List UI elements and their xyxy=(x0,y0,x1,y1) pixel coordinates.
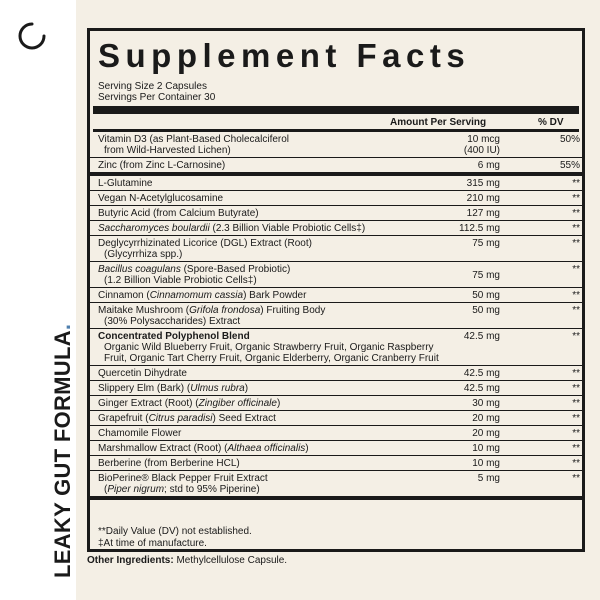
table-row: Quercetin Dihydrate 42.5 mg ** xyxy=(90,366,582,381)
table-row: Deglycyrrhizinated Licorice (DGL) Extract (Root) (Glycyrrhiza spp.) 75 mg ** xyxy=(90,236,582,262)
table-row: L-Glutamine 315 mg ** xyxy=(90,176,582,191)
dv-header: % DV xyxy=(538,117,564,128)
manufacture-footnote: ‡At time of manufacture. xyxy=(98,538,207,549)
other-ingredients-value: Methylcellulose Capsule. xyxy=(173,555,288,566)
table-row: Vegan N-Acetylglucosamine 210 mg ** xyxy=(90,191,582,206)
table-row: Vitamin D3 (as Plant-Based Cholecalciferol from Wild-Harvested Lichen) 10 mcg (400 IU) 50% xyxy=(90,132,582,158)
nutrient-rows xyxy=(90,132,582,500)
table-row: BioPerine® Black Pepper Fruit Extract (Piper nigrum; std to 95% Piperine) 5 mg ** xyxy=(90,471,582,500)
product-name-vertical: LEAKY GUT FORMULA. xyxy=(50,323,75,578)
table-row: Concentrated Polyphenol Blend Organic Wild Blueberry Fruit, Organic Strawberry Fruit, Organic Raspberry Fruit, Organic Tart Cherry Fruit, Organic Elderberry, Organic Cranberry Fruit 42.5 mg ** xyxy=(90,329,582,366)
table-row: Saccharomyces boulardii (2.3 Billion Viable Probiotic Cells‡) 112.5 mg ** xyxy=(90,221,582,236)
accent-dot: . xyxy=(50,323,75,331)
table-row: Cinnamon (Cinnamomum cassia) Bark Powder 50 mg ** xyxy=(90,288,582,303)
footnotes xyxy=(98,526,252,550)
thick-divider xyxy=(93,106,579,114)
dv-footnote: **Daily Value (DV) not established. xyxy=(98,526,252,537)
other-ingredients xyxy=(87,555,287,566)
table-row: Butyric Acid (from Calcium Butyrate) 127 mg ** xyxy=(90,206,582,221)
servings-per-container: Servings Per Container 30 xyxy=(98,92,216,103)
table-row: Maitake Mushroom (Grifola frondosa) Fruiting Body (30% Polysaccharides) Extract 50 mg ** xyxy=(90,303,582,329)
serving-info xyxy=(98,81,215,103)
table-row: Grapefruit (Citrus paradisi) Seed Extract 20 mg ** xyxy=(90,411,582,426)
table-row: Bacillus coagulans (Spore-Based Probiotic) (1.2 Billion Viable Probiotic Cells‡) 75 mg ** xyxy=(90,262,582,288)
panel-title: Supplement Facts xyxy=(98,37,471,74)
sidebar xyxy=(0,0,76,600)
table-row: Marshmallow Extract (Root) (Althaea officinalis) 10 mg ** xyxy=(90,441,582,456)
brand-logo-icon xyxy=(17,21,47,51)
table-row: Zinc (from Zinc L-Carnosine) 6 mg 55% xyxy=(90,158,582,176)
table-row: Chamomile Flower 20 mg ** xyxy=(90,426,582,441)
other-ingredients-label: Other Ingredients: xyxy=(87,555,174,566)
label-area xyxy=(76,0,600,600)
supplement-facts-panel xyxy=(87,28,585,552)
serving-size: Serving Size 2 Capsules xyxy=(98,81,207,92)
table-row: Slippery Elm (Bark) (Ulmus rubra) 42.5 mg ** xyxy=(90,381,582,396)
amount-header: Amount Per Serving xyxy=(390,117,487,128)
table-row: Berberine (from Berberine HCL) 10 mg ** xyxy=(90,456,582,471)
table-row: Ginger Extract (Root) (Zingiber officinale) 30 mg ** xyxy=(90,396,582,411)
